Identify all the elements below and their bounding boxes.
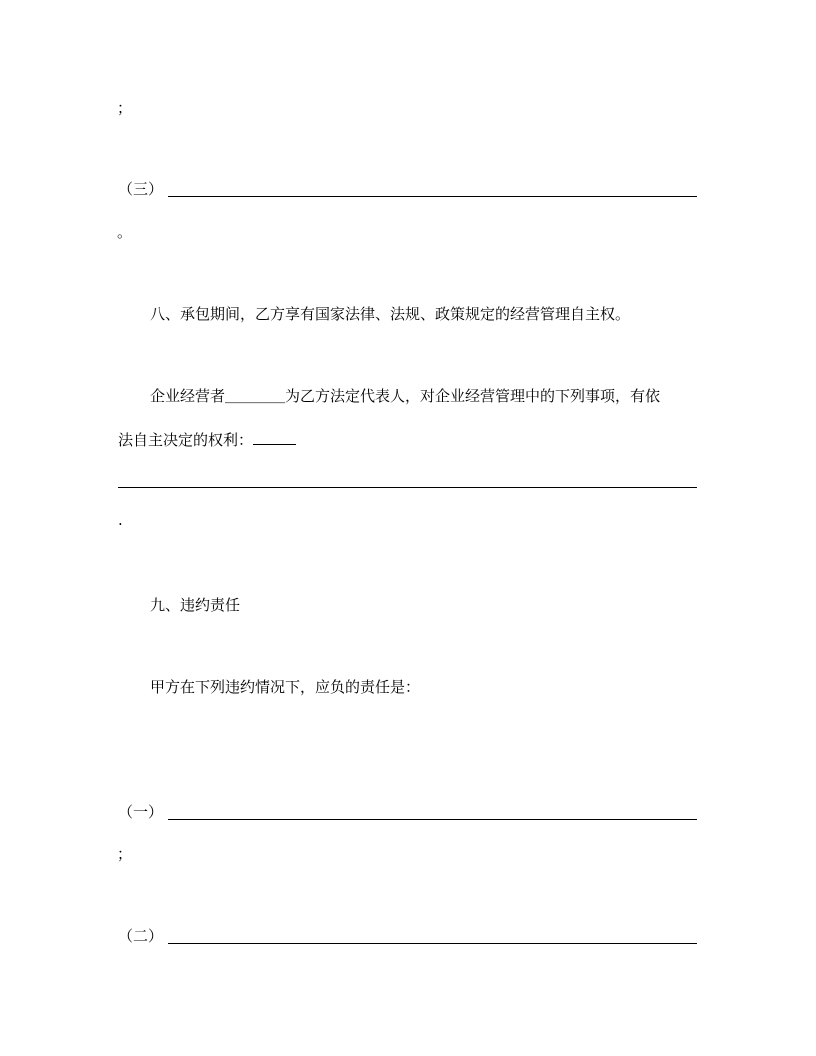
operator-prefix: 企业经营者 [150,387,226,405]
semicolon-line-2: ； [117,845,133,863]
rights-line [118,430,296,449]
period-line-2: . [118,511,123,529]
article-eight: 八、承包期间，乙方享有国家法律、法规、政策规定的经营管理自主权。 [150,305,631,323]
rights-label: 法自主决定的权利： [118,431,254,449]
semicolon-line-1: ； [117,99,133,117]
rights-fill-line [118,487,697,488]
item-two-fill-line [168,943,697,944]
item-three-fill-line [168,196,697,197]
operator-paragraph [150,387,660,405]
party-a-liability: 甲方在下列违约情况下，应负的责任是： [150,678,421,696]
period-line-1: 。 [117,223,133,241]
item-two-label: （二） [118,927,164,945]
rights-inline-blank [253,430,296,445]
operator-name-blank: ＿＿＿＿ [225,387,286,405]
item-three-label: （三） [118,180,164,198]
item-one-label: （一） [118,803,164,821]
article-nine: 九、违约责任 [150,596,241,614]
operator-suffix: 为乙方法定代表人，对企业经营管理中的下列事项，有依 [285,387,661,405]
item-one-fill-line [168,819,697,820]
